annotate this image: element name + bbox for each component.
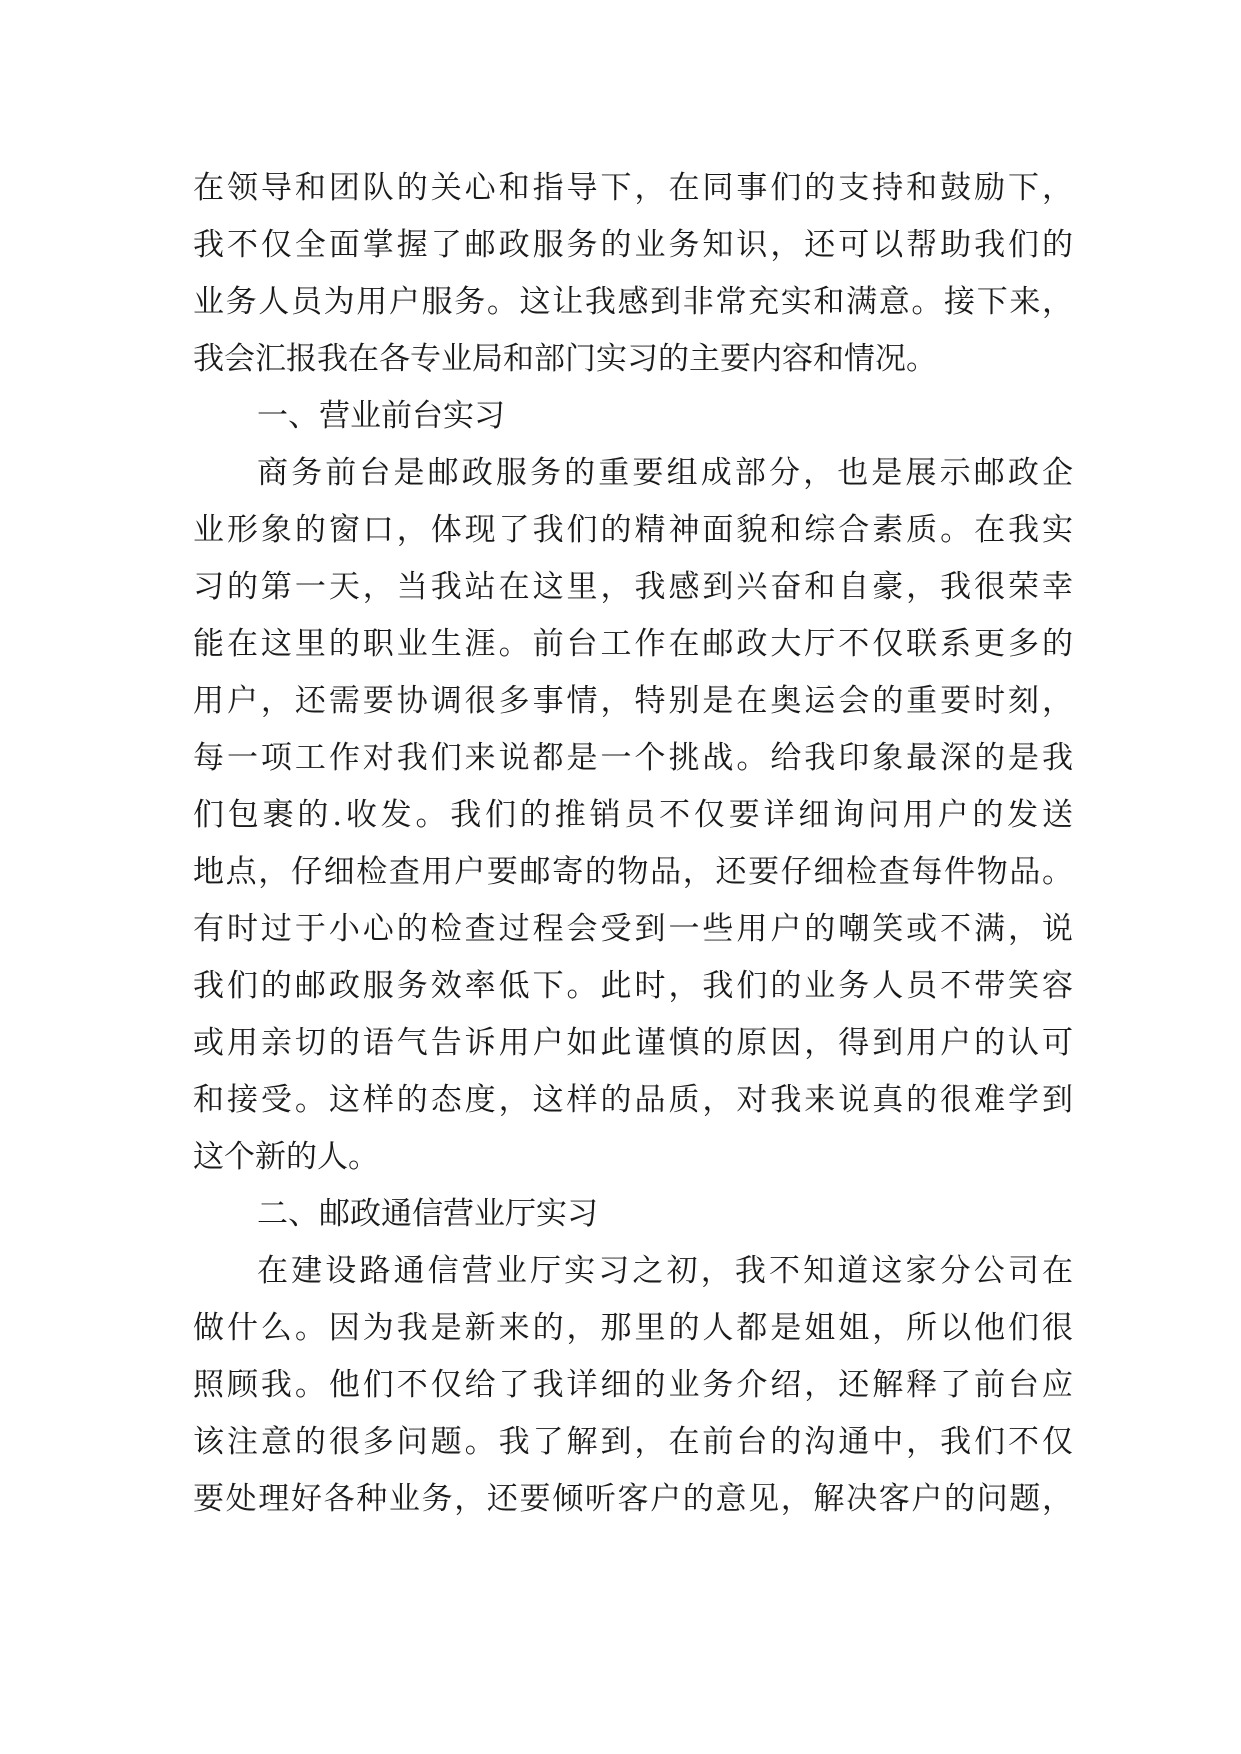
text-line: 该注意的很多问题。我了解到，在前台的沟通中，我们不仅 [193, 1424, 1073, 1460]
text-line: 商务前台是邮政服务的重要组成部分，也是展示邮政企 [257, 455, 1073, 491]
document-body [193, 160, 1073, 1528]
text-line: 业形象的窗口，体现了我们的精神面貌和综合素质。在我实 [193, 512, 1073, 548]
text-line: 我们的邮政服务效率低下。此时，我们的业务人员不带笑容 [193, 968, 1073, 1004]
text-line: 们包裹的.收发。我们的推销员不仅要详细询问用户的发送 [193, 797, 1073, 833]
text-line: 业务人员为用户服务。这让我感到非常充实和满意。接下来， [193, 284, 1073, 320]
text-line: 在领导和团队的关心和指导下，在同事们的支持和鼓励下， [193, 170, 1073, 206]
text-line: 我会汇报我在各专业局和部门实习的主要内容和情况。 [193, 341, 937, 377]
text-line: 这个新的人。 [193, 1139, 379, 1175]
text-line: 和接受。这样的态度，这样的品质，对我来说真的很难学到 [193, 1082, 1073, 1118]
text-line: 在建设路通信营业厅实习之初，我不知道这家分公司在 [257, 1253, 1073, 1289]
text-line: 我不仅全面掌握了邮政服务的业务知识，还可以帮助我们的 [193, 227, 1073, 263]
section-heading-1: 一、营业前台实习 [257, 398, 505, 434]
text-line: 用户，还需要协调很多事情，特别是在奥运会的重要时刻， [193, 683, 1073, 719]
section-heading-2: 二、邮政通信营业厅实习 [257, 1196, 598, 1232]
text-line: 有时过于小心的检查过程会受到一些用户的嘲笑或不满，说 [193, 911, 1073, 947]
text-line: 习的第一天，当我站在这里，我感到兴奋和自豪，我很荣幸 [193, 569, 1073, 605]
text-line: 或用亲切的语气告诉用户如此谨慎的原因，得到用户的认可 [193, 1025, 1073, 1061]
text-line: 做什么。因为我是新来的，那里的人都是姐姐，所以他们很 [193, 1310, 1073, 1346]
text-line: 每一项工作对我们来说都是一个挑战。给我印象最深的是我 [193, 740, 1073, 776]
text-line: 要处理好各种业务，还要倾听客户的意见，解决客户的问题， [193, 1481, 1073, 1517]
text-line: 能在这里的职业生涯。前台工作在邮政大厅不仅联系更多的 [193, 626, 1073, 662]
text-line: 照顾我。他们不仅给了我详细的业务介绍，还解释了前台应 [193, 1367, 1073, 1403]
text-line: 地点，仔细检查用户要邮寄的物品，还要仔细检查每件物品。 [193, 854, 1073, 890]
